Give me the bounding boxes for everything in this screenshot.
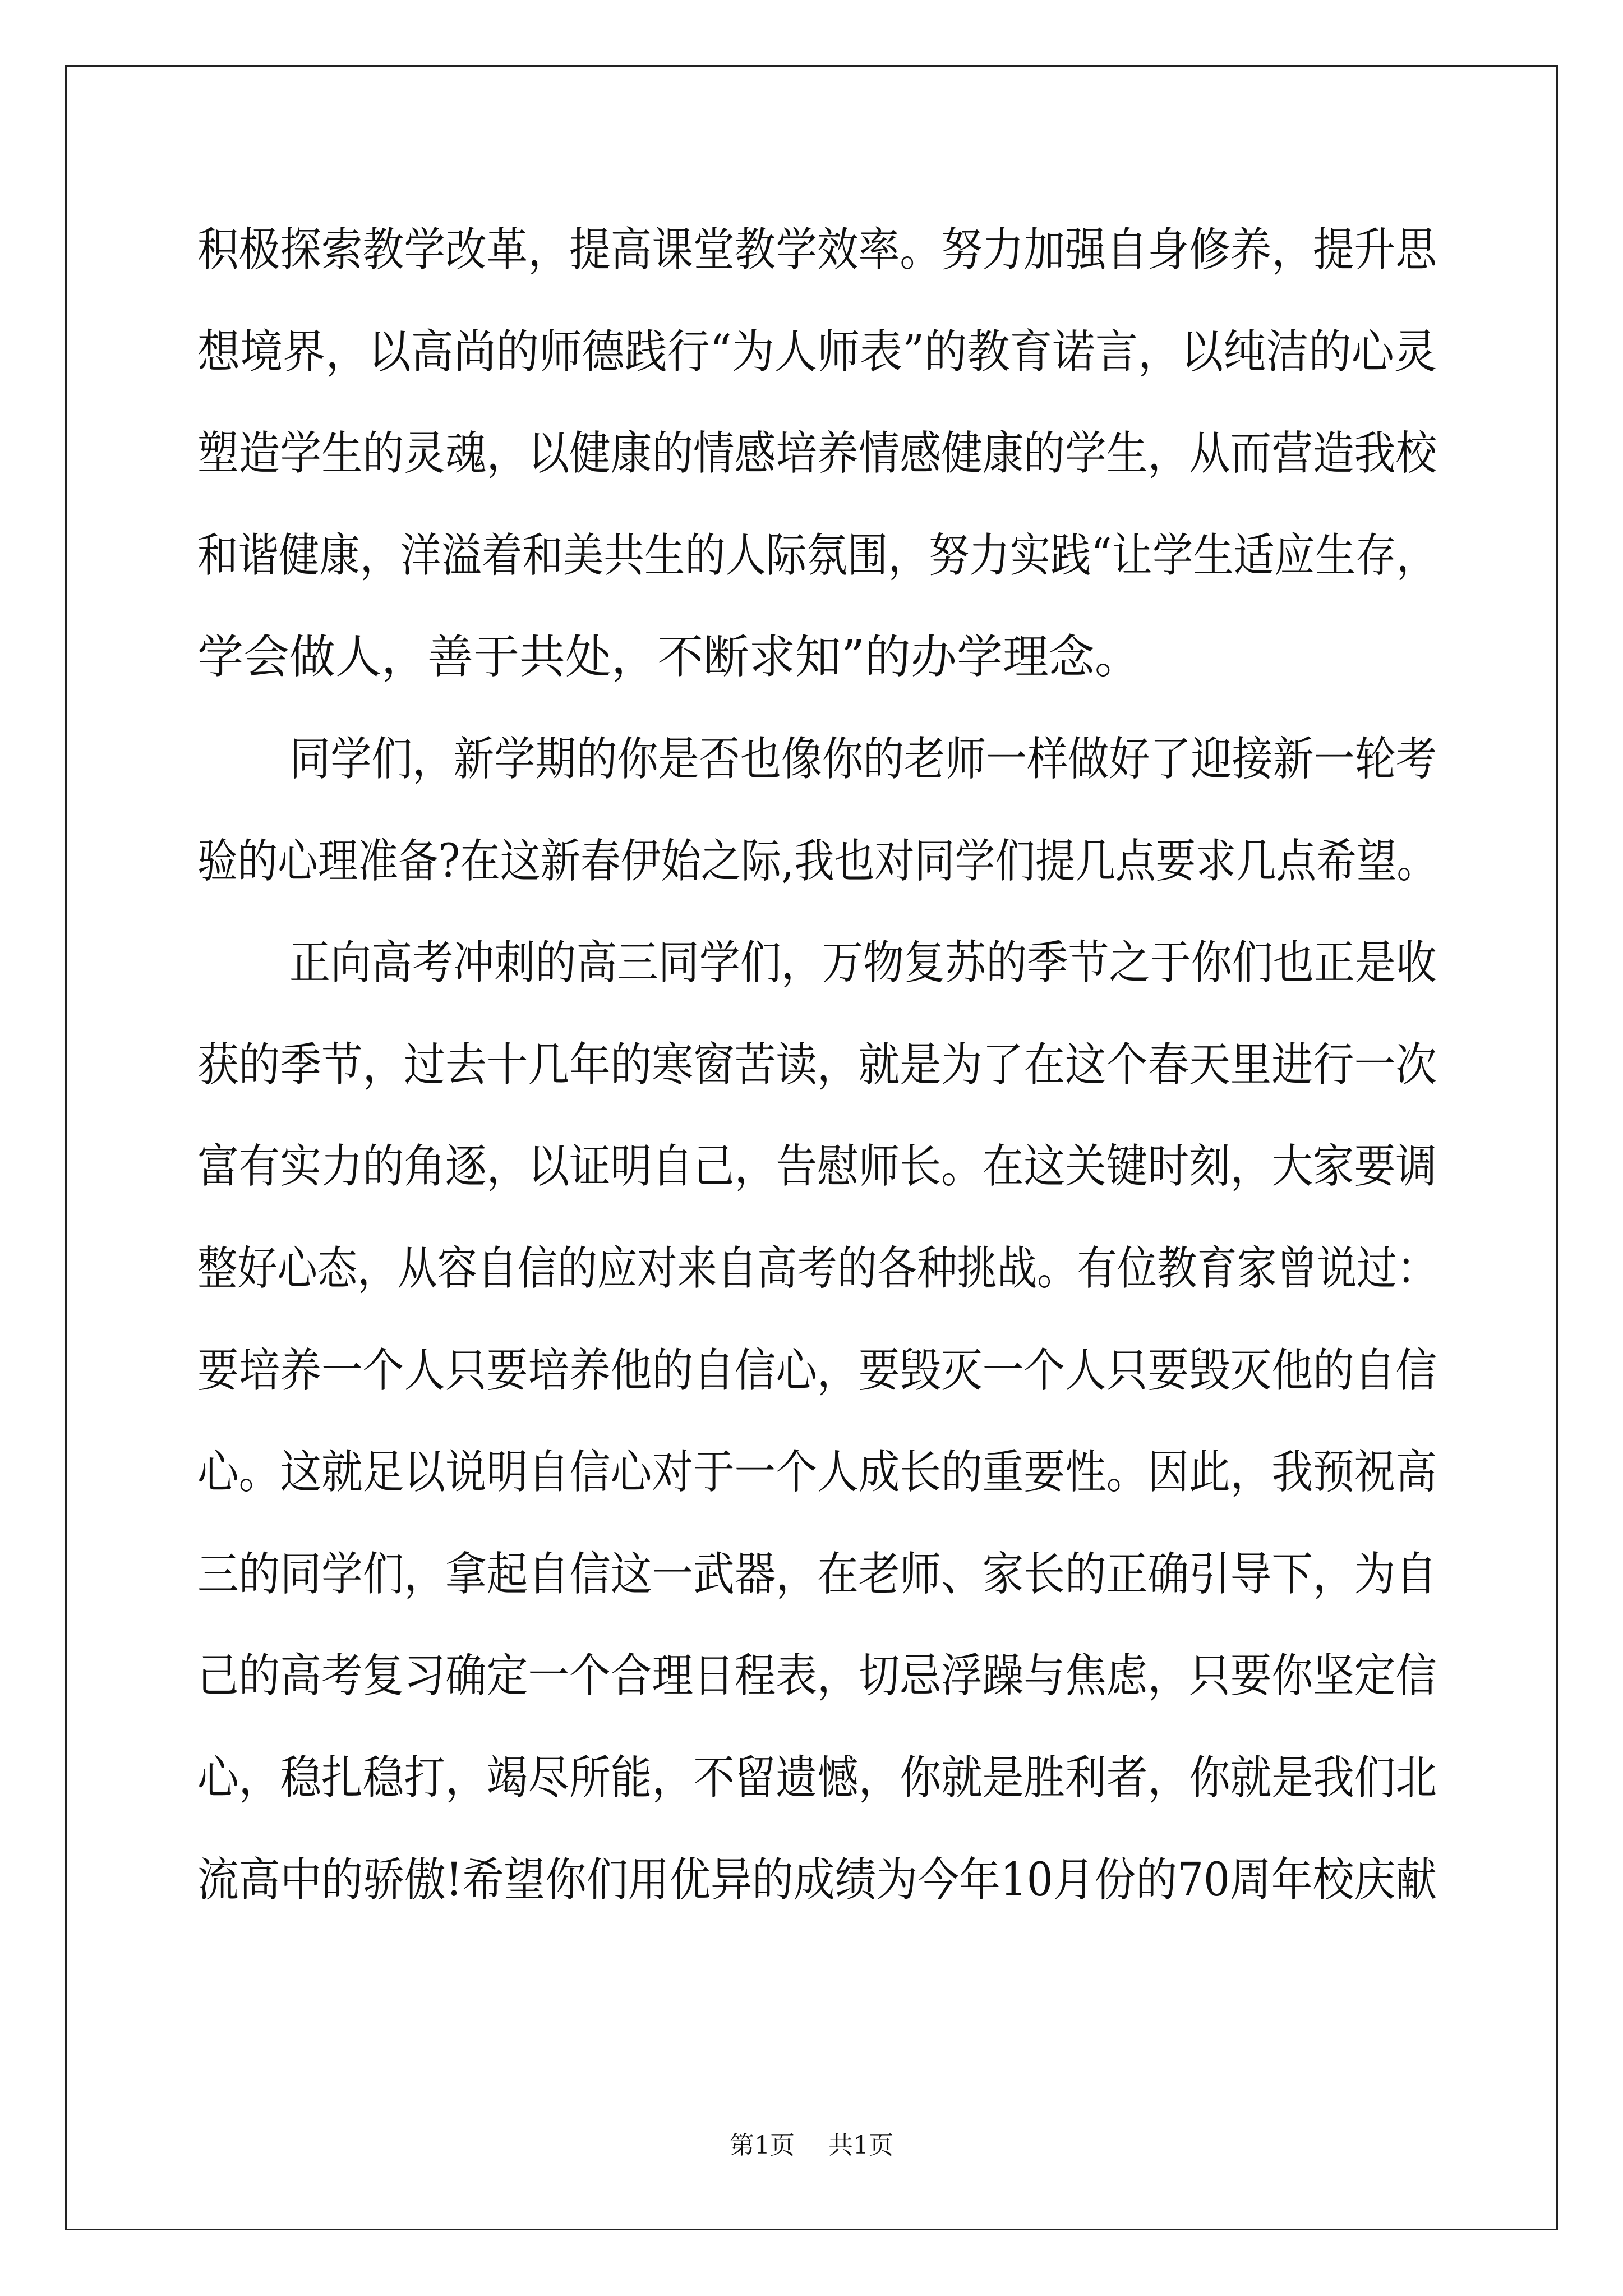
- text-line: 己的高考复习确定一个合理日程表，切忌浮躁与焦虑，只要你坚定信: [197, 1649, 1437, 1703]
- text-line: 心。这就足以说明自信心对于一个人成长的重要性。因此，我预祝高: [197, 1446, 1437, 1499]
- text-line: 要培养一个人只要培养他的自信心，要毁灭一个人只要毁灭他的自信: [197, 1343, 1437, 1397]
- paragraph-start-line: 正向高考冲刺的高三同学们，万物复苏的季节之于你们也正是收: [289, 936, 1437, 990]
- page-total: 共1页: [828, 2131, 893, 2160]
- text-line: 想境界，以高尚的师德践行“为人师表”的教育诺言，以纯洁的心灵: [197, 325, 1437, 379]
- text-line: 塑造学生的灵魂，以健康的情感培养情感健康的学生，从而营造我校: [197, 427, 1437, 481]
- text-line: 富有实力的角逐，以证明自己，告慰师长。在这关键时刻，大家要调: [197, 1140, 1437, 1194]
- text-line: 学会做人，善于共处，不断求知”的办学理念。: [197, 631, 1141, 684]
- paragraph-start-line: 同学们，新学期的你是否也像你的老师一样做好了迎接新一轮考: [289, 732, 1437, 786]
- text-line: 流高中的骄傲!希望你们用优异的成绩为今年10月份的70周年校庆献: [197, 1853, 1437, 1907]
- text-line: 获的季节，过去十几年的寒窗苦读，就是为了在这个春天里进行一次: [197, 1038, 1437, 1092]
- text-line: 整好心态，从容自信的应对来自高考的各种挑战。有位教育家曾说过：: [197, 1241, 1437, 1295]
- document-body: [197, 199, 1437, 1931]
- page-footer: [0, 2129, 1623, 2162]
- text-line: 验的心理准备?在这新春伊始之际,我也对同学们提几点要求几点希望。: [197, 834, 1437, 888]
- text-line: 积极探索教学改革，提高课堂教学效率。努力加强自身修养，提升思: [197, 223, 1437, 277]
- text-line: 心，稳扎稳打，竭尽所能，不留遗憾，你就是胜利者，你就是我们北: [197, 1751, 1437, 1805]
- text-line: 三的同学们，拿起自信这一武器，在老师、家长的正确引导下，为自: [197, 1547, 1437, 1601]
- page-number: 第1页: [730, 2131, 795, 2160]
- text-line: 和谐健康，洋溢着和美共生的人际氛围，努力实践“让学生适应生存，: [197, 528, 1437, 582]
